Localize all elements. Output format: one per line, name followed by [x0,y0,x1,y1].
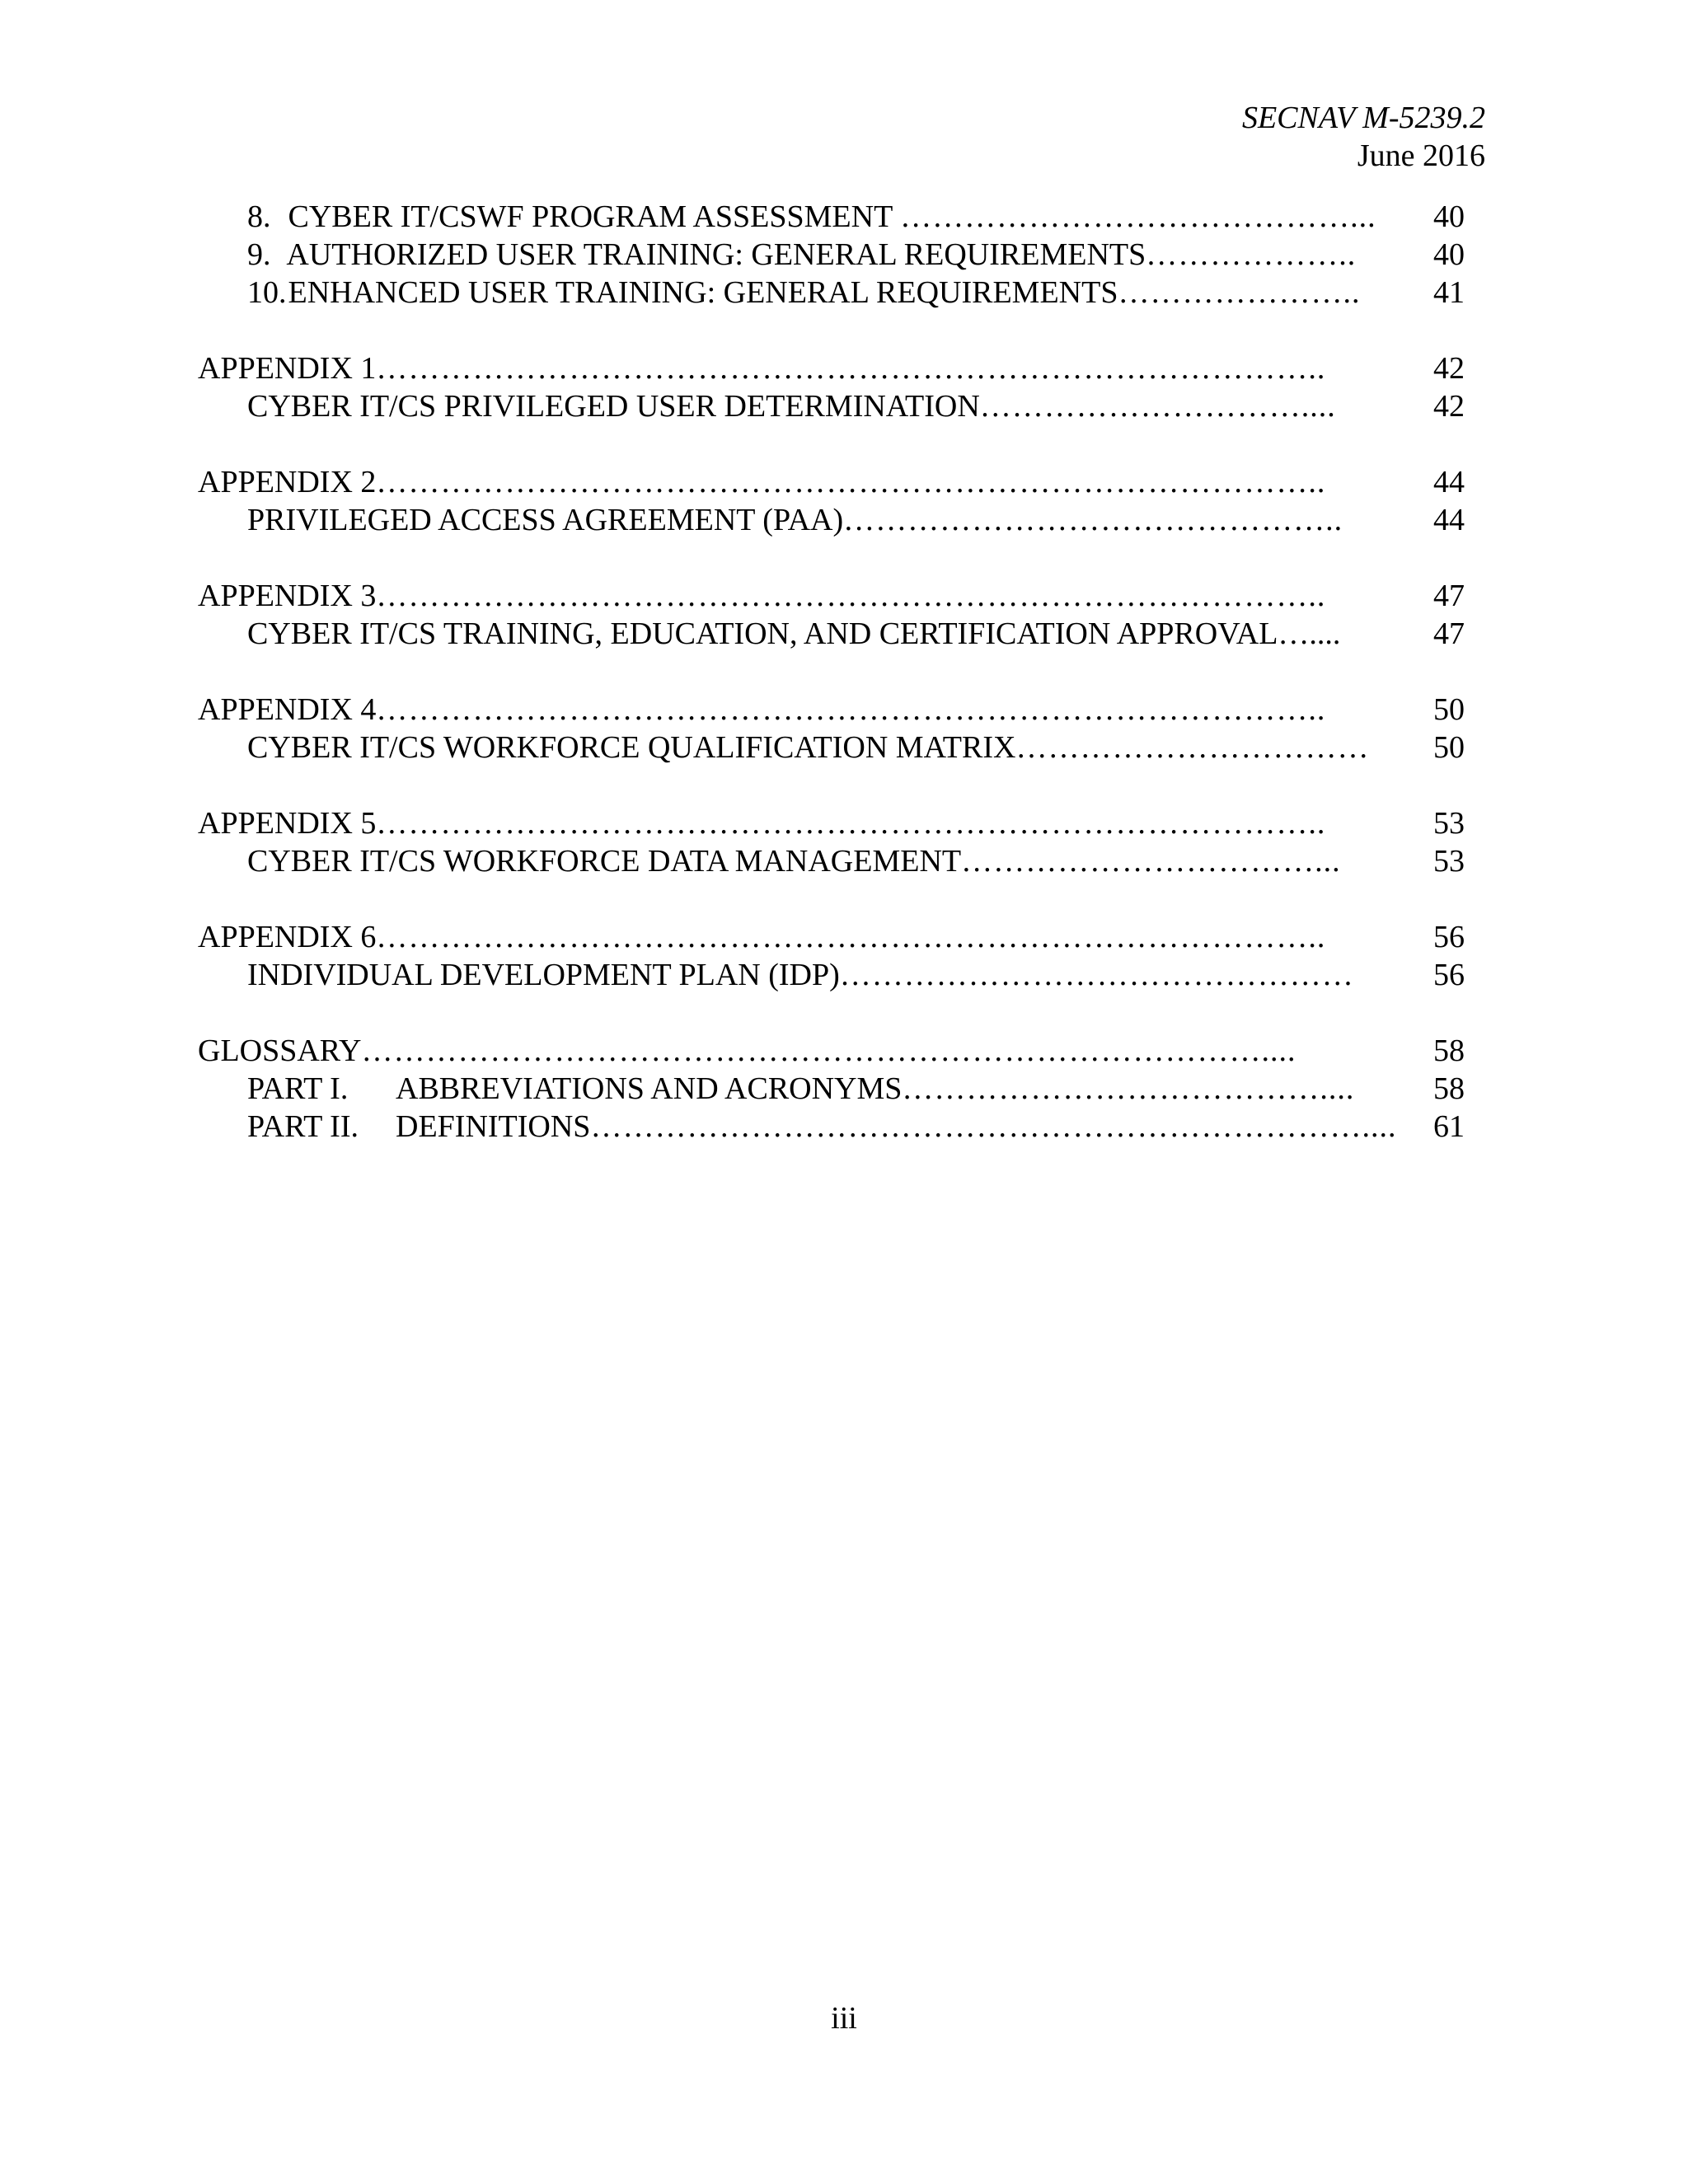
toc-leader-dots: …………………………………………………………………………….. [376,351,1326,386]
toc-entry-label: GLOSSARY [198,1033,362,1068]
toc-page-number: 50 [1433,730,1465,765]
toc-page-number: 42 [1433,389,1465,424]
toc-leader-dots: …………………………………………………………………………….. [376,692,1326,727]
toc-part-number: PART I. [247,1071,349,1106]
toc-leader-dots: ………………….. [1118,275,1361,310]
toc-entry-label: APPENDIX 2 [198,465,377,499]
toc-entry-label: APPENDIX 5 [198,806,377,841]
toc-page-number: 50 [1433,692,1465,727]
toc-leader-dots: …………………………………………………………………………….. [376,465,1326,499]
page-number: iii [831,2001,857,2036]
toc-entry[interactable] [198,501,1465,539]
toc-entry[interactable] [198,1108,1465,1146]
toc-entry-glossary[interactable] [198,1032,1465,1070]
toc-entry[interactable] [198,842,1465,880]
toc-spacer [198,312,1465,349]
toc-leader-dots: ……………………………... [961,844,1341,879]
toc-entry-label: APPENDIX 3 [198,579,377,613]
toc-page-number: 58 [1433,1071,1465,1106]
toc-entry-appendix-6[interactable] [198,918,1465,956]
page-footer [0,1999,1688,2037]
toc-spacer [198,880,1465,918]
toc-page-number: 56 [1433,920,1465,954]
toc-entry-label: INDIVIDUAL DEVELOPMENT PLAN (IDP) [247,958,840,992]
toc-entry-appendix-3[interactable] [198,577,1465,615]
toc-entry-label: CYBER IT/CS PRIVILEGED USER DETERMINATION [247,389,980,424]
toc-entry-label: AUTHORIZED USER TRAINING: GENERAL REQUIREMENTS [286,237,1146,272]
toc-leader-dots: ………………………………………………………………………….... [361,1033,1296,1068]
toc-page-number: 47 [1433,579,1465,613]
toc-entry-label: CYBER IT/CSWF PROGRAM ASSESSMENT [288,199,901,234]
toc-entry-label: APPENDIX 6 [198,920,377,954]
toc-entry[interactable] [198,956,1465,994]
toc-leader-dots: ……………………………………... [900,199,1376,234]
toc-page-number: 47 [1433,616,1465,651]
toc-entry[interactable] [198,729,1465,766]
toc-page-number: 42 [1433,351,1465,386]
toc-spacer [198,653,1465,691]
toc-entry[interactable] [198,1070,1465,1108]
toc-entry-label: PRIVILEGED ACCESS AGREEMENT (PAA) [247,503,844,537]
document-id: SECNAV M-5239.2 [1241,101,1485,135]
toc-leader-dots: ………………………………….... [902,1071,1355,1106]
toc-page-number: 56 [1433,958,1465,992]
toc-leader-dots: …………………………… [1015,730,1370,765]
toc-leader-dots: …………………………………………………………………………….. [376,579,1326,613]
toc-page-number: 40 [1433,237,1465,272]
toc-spacer [198,994,1465,1032]
toc-spacer [198,539,1465,577]
toc-entry-number: 10. [247,275,287,310]
toc-leader-dots: ……………………………………………………………….... [590,1109,1397,1144]
toc-entry-appendix-1[interactable] [198,349,1465,387]
toc-part-number: PART II. [247,1109,359,1144]
toc-page-number: 53 [1433,844,1465,879]
toc-entry-number: 9. [247,237,271,272]
toc-leader-dots: ……………………………………….. [843,503,1343,537]
toc-spacer [198,425,1465,463]
toc-leader-dots: ………………………….... [979,389,1336,424]
toc-leader-dots: …………………………………………………………………………….. [376,920,1326,954]
toc-page-number: 58 [1433,1033,1465,1068]
toc-entry-label: CYBER IT/CS TRAINING, EDUCATION, AND CERTIFICATION APPROVAL….... [247,616,1341,651]
toc-entry-number: 8. [247,199,271,234]
toc-leader-dots: ……………….. [1146,237,1357,272]
toc-entry-appendix-4[interactable] [198,691,1465,729]
toc-spacer [198,766,1465,804]
toc-entry[interactable] [198,274,1465,312]
document-date: June 2016 [1357,138,1485,173]
page-header [1242,99,1485,175]
toc-page-number: 40 [1433,199,1465,234]
toc-entry[interactable] [198,615,1465,653]
toc-entry-label: APPENDIX 1 [198,351,377,386]
toc-entry-appendix-2[interactable] [198,463,1465,501]
toc-page-number: 44 [1433,503,1465,537]
toc-page-number: 41 [1433,275,1465,310]
toc-entry-label: DEFINITIONS [396,1109,591,1144]
table-of-contents [198,198,1465,1146]
toc-page-number: 53 [1433,806,1465,841]
toc-entry-appendix-5[interactable] [198,804,1465,842]
toc-entry-label: APPENDIX 4 [198,692,377,727]
toc-entry-label: ABBREVIATIONS AND ACRONYMS [396,1071,903,1106]
toc-leader-dots: …………………………………………………………………………….. [376,806,1326,841]
toc-entry-label: ENHANCED USER TRAINING: GENERAL REQUIREMENTS [288,275,1118,310]
toc-entry[interactable] [198,236,1465,274]
toc-page-number: 44 [1433,465,1465,499]
toc-entry-label: CYBER IT/CS WORKFORCE DATA MANAGEMENT [247,844,962,879]
toc-entry[interactable] [198,198,1465,236]
toc-leader-dots: ………………………………………… [839,958,1354,992]
toc-page-number: 61 [1433,1109,1465,1144]
toc-entry[interactable] [198,387,1465,425]
toc-entry-label: CYBER IT/CS WORKFORCE QUALIFICATION MATRIX [247,730,1016,765]
